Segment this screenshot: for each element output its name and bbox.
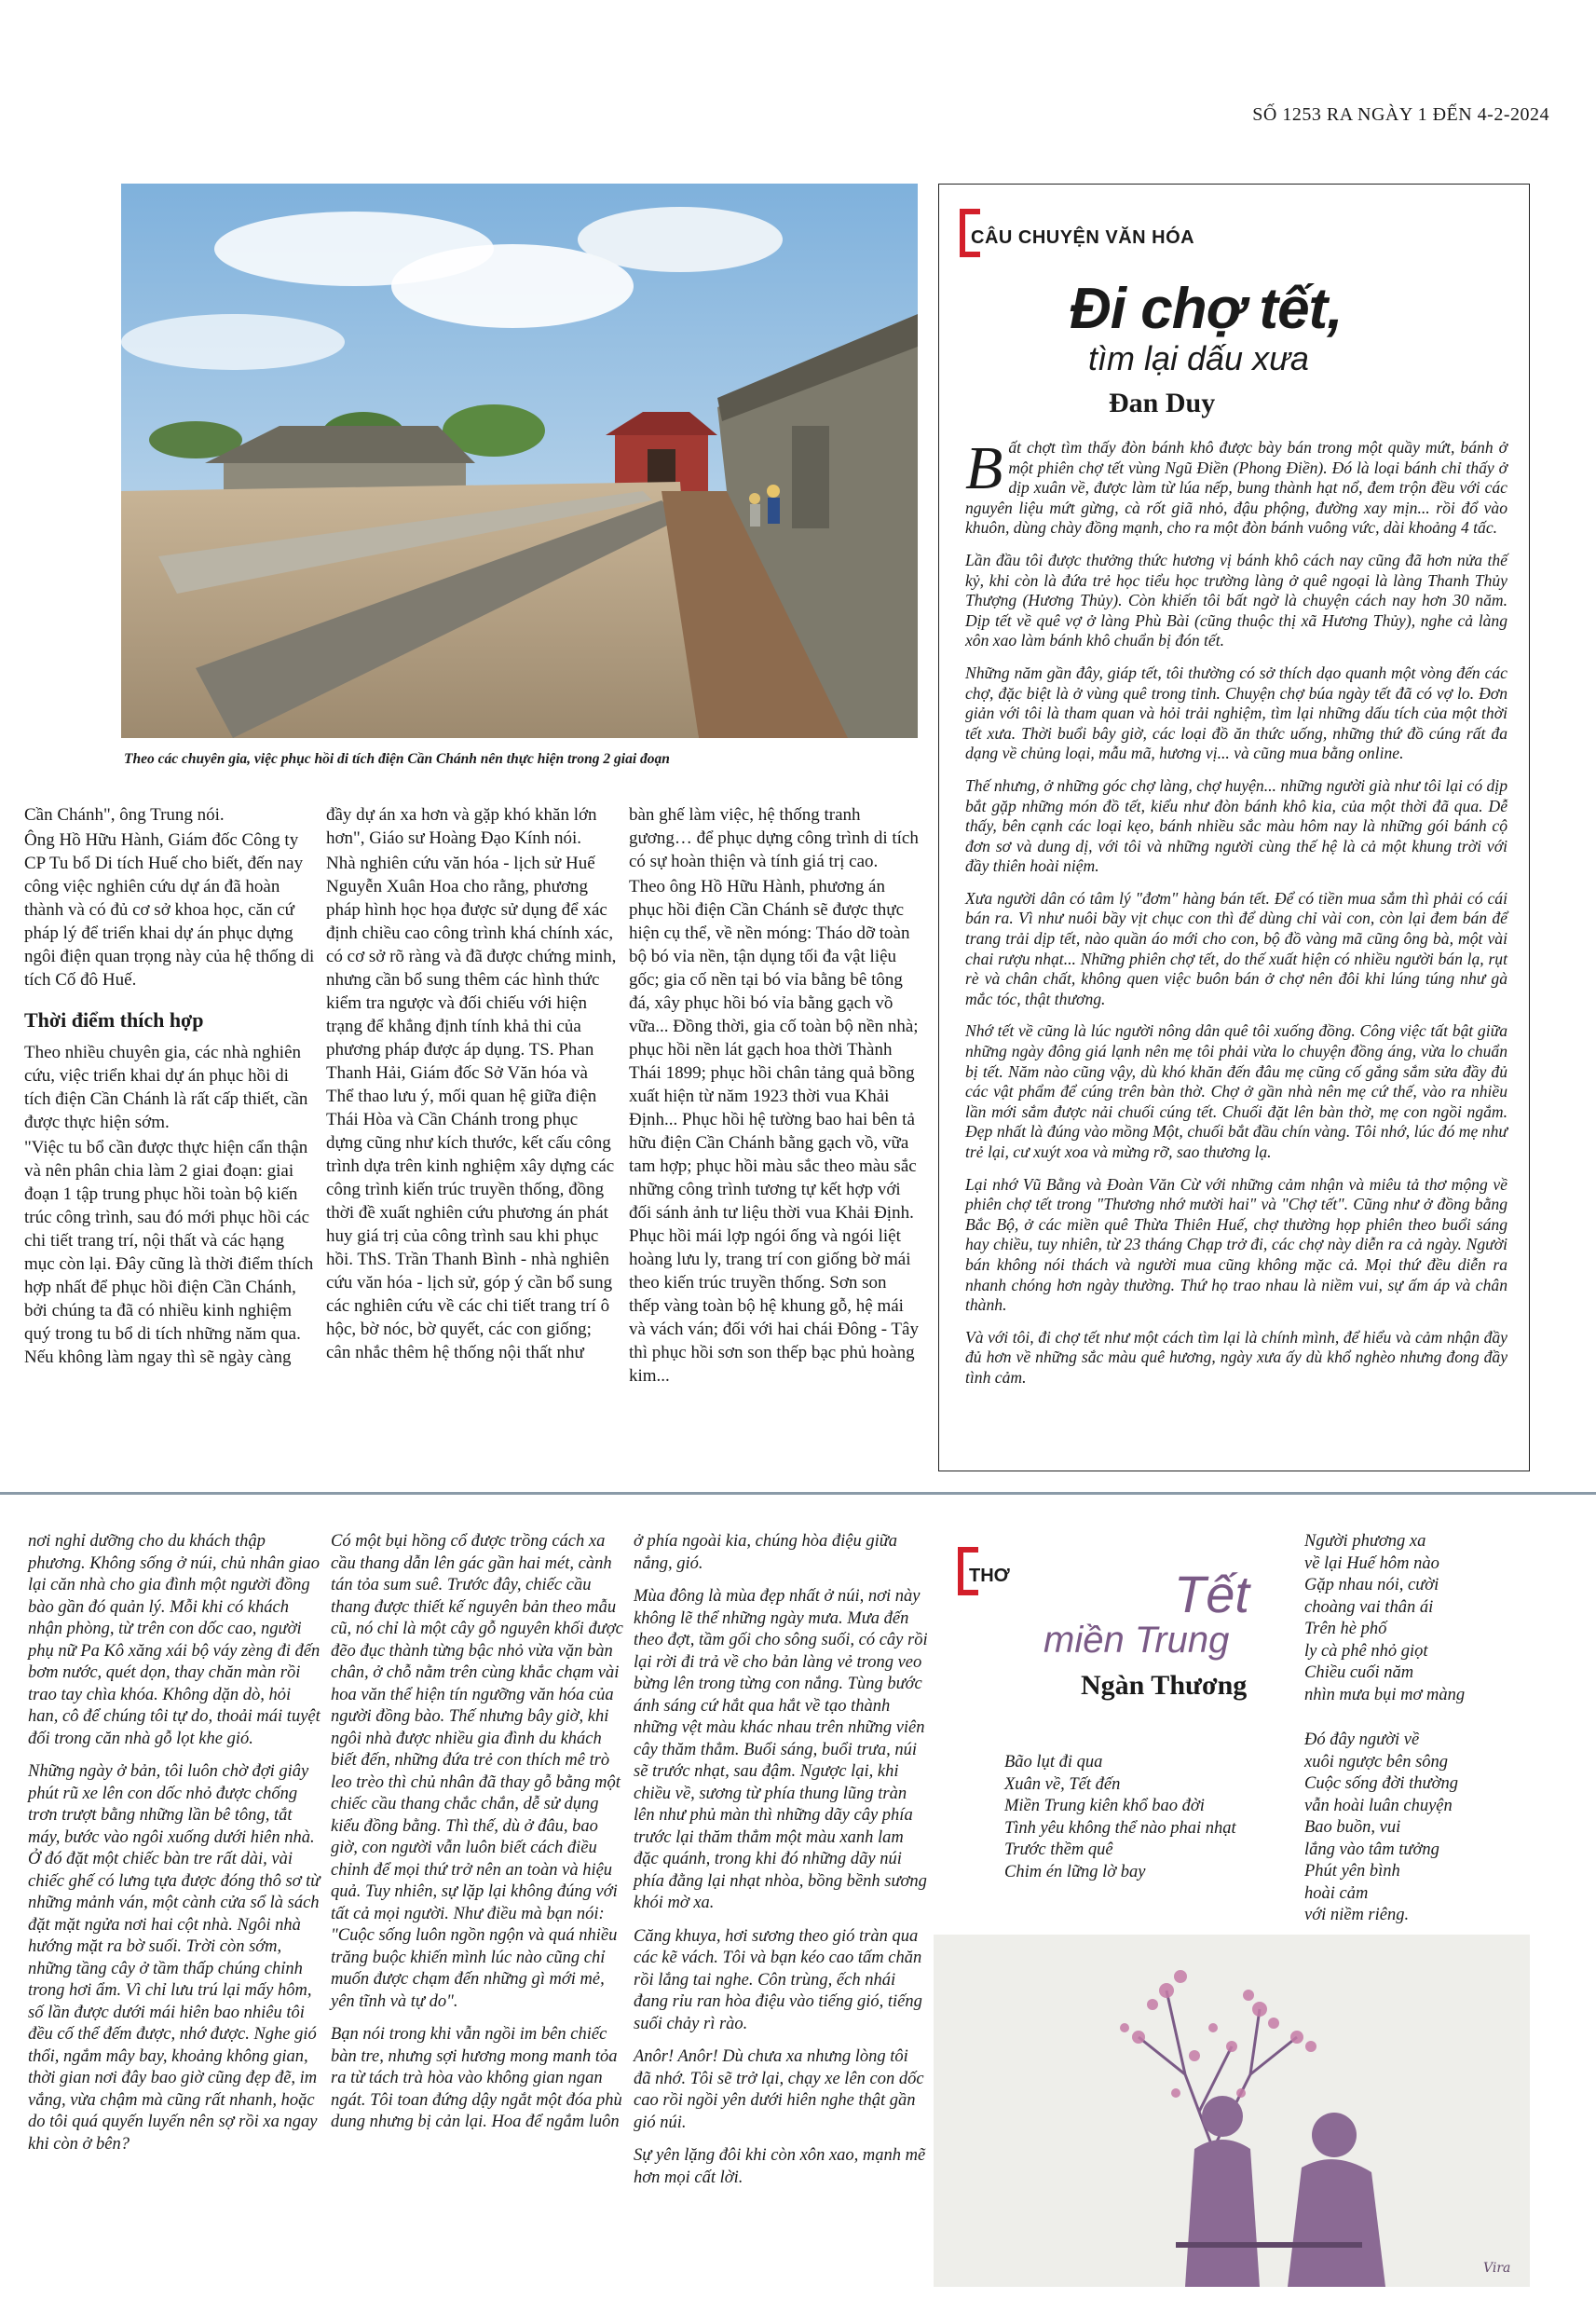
poem-line: Bão lụt đi qua [1004,1753,1103,1772]
poem-line: Cuộc sống đời thường [1304,1774,1458,1793]
story-col-2 [331,1531,625,2145]
poem-author: Ngàn Thương [1081,1670,1248,1701]
story-col-1 [28,1531,324,2167]
poem-line: với niềm riêng. [1304,1906,1410,1924]
poem-line: Tình yêu không thể nào phai nhạt [1004,1818,1236,1838]
poem-line: ly cà phê nhỏ giọt [1304,1641,1428,1661]
paragraph: Có một bụi hồng cổ được trồng cách xa cầu thang dẫn lên gác gần hai mét, cành tán tỏa sum suê. Trước đây, chiếc cầu thang được thiết kế nguyên bản theo mẫu cũ, nó chỉ là một cây gỗ nguyên khối được đẽo đục thành từng bậc nhỏ vừa vặn bàn chân, ở chỗ nằm trên cùng khắc chạm vài hoa văn thể hiện tín ngưỡng văn hóa của người đồng bào. Thế nhưng bây giờ, khi ngôi nhà được nhiều gia đình du khách biết đến, những đứa trẻ con thích mê trò leo trèo thì chủ nhân đã thay gỗ bằng một chiếc cầu thang chắc chắn, dễ sử dụng kiểu đồng bằng. Thì thế, dù ở đâu, bao giờ, con người vẫn luôn biết cách điều chỉnh để mọi thứ trở nên an toàn và hiệu quả. Tuy nhiên, sự lặp lại không đúng với tất cả mọi người. Như điều mà bạn nói: "Cuộc sống luôn ngồn ngộn và quá nhiều trăng buộc khiến mình lúc nào cũng chỉ muốn được chạm đến những gì mới mẻ, yên tĩnh và tự do". [331,1532,623,2011]
poem-line: lắng vào tâm tưởng [1304,1840,1439,1859]
poem-line: xuôi ngược bên sông [1304,1752,1449,1772]
paragraph: Nhớ tết về cũng là lúc người nông dân quê tôi xuống đồng. Công việc tất bật giữa những ngày đông giá lạnh nên mẹ tôi phải vừa lo chuyện đồng áng, vừa lo chuẩn bị tết. Năm nào cũng vậy, dù khó khăn đến đâu mẹ cũng cố gắng sắm sửa đầy đủ các vật phẩm để cúng trên bàn thờ. Chợ ở gần nhà nên mẹ cứ thế, vào ra nhiều lần mới sắm được nải chuối cúng tết. Chuối đặt lên bàn thờ, mẹ con ngồi ngắm. Đẹp nhất là đúng vào mồng Một, chuối bắt đầu chín vàng. Tôi nhớ, lúc đó mẹ như trẻ lại, cư xuýt xoa và mừng rỡ, sao thương lạ. [965,1021,1507,1161]
lead-paragraph: Bất chợt tìm thấy đòn bánh khô được bày bán trong một quầy mứt, bánh ở một phiên chợ tết vùng Ngũ Điền (Phong Điền). Đó là loại bánh chỉ thấy ở dịp xuân về, được làm từ lúa nếp, bung thành hạt nổ, đem trộn đều với các nguyên liệu mứt gừng, cà rốt giã nhỏ, đậu phộng, đường xay mịn... rồi đổ vào khuôn, dùng chày đồng mạnh, cho ra một đòn bánh vuông vức, dài khoảng 4 tấc. [965,434,1507,538]
illustrator-signature: Vira [1483,2261,1511,2276]
paragraph: Thế nhưng, ở những góc chợ làng, chợ huyện... những người già như tôi lại có dịp bắt gặp những món đồ tết, kiểu như đòn bánh khô kia, của một thời đã qua. Dễ thấy, bên cạnh các loại kẹo, bánh nhiều sắc màu hôm nay là những gói bánh cộ đơn sơ và dung dị, với tôi và những người cùng thế hệ là cả một khung trời với đầy thiên hoài niệm. [965,775,1507,876]
paragraph: Theo nhiều chuyên gia, các nhà nghiên cứu, việc triển khai dự án phục hồi di tích điện Cần Chánh là rất cấp thiết, cần được thực hiện sớm. [24,1043,308,1132]
section-divider [0,1492,1596,1495]
paragraph: Những năm gần đây, giáp tết, tôi thường có sở thích dạo quanh một vòng đến các chợ, đặc biệt là ở vùng quê trong tỉnh. Chuyện chợ búa ngày tết đã có vợ lo. Đơn giản với tôi là tham quan và hỏi trải nghiệm, tìm lại những dấu tích của một thời tết xưa. Thời buổi bây giờ, các loại đồ ăn thức uống, những thứ đồ cúng rất đa dạng về chủng loại, mẫu mã, hương vị... và cũng mua bằng online. [965,663,1507,763]
poem-line: Người phương xa [1304,1532,1426,1551]
poem-line: Gặp nhau nói, cười [1304,1576,1439,1594]
article-subtitle: tìm lại dấu xưa [1088,339,1309,377]
poem-stanza-1 [1004,1752,1284,1883]
poem-line: Trước thềm quê [1004,1840,1113,1859]
article-author: Đan Duy [1109,388,1216,418]
drop-cap: B [965,434,1003,502]
article-title: Đi chợ tết, [1070,277,1343,341]
photo-caption: Theo các chuyên gia, việc phục hồi di tích điện Cần Chánh nên thực hiện trong 2 giai đoạn [124,751,670,767]
paragraph: Mùa đông là mùa đẹp nhất ở núi, nơi này không lẽ thể những ngày mưa. Mưa đến theo đợt, tầm gối cho sông suối, có cây rồi lại rời đi trả về cho bản làng vẻ trong veo bừng lên trong từng con nắng. Tùng bước ánh sáng cứ hắt qua hắt về tạo thành những vệt màu khác nhau trên những viên cây thăm thẳm. Buổi sáng, buổi trưa, núi sẽ trước nhạt, sau đậm. Ngược lại, khi chiều về, sương từ phía thung lũng tràn lên như phủ màn thì những dãy cây phía trước lại thăm thẳm một màu xanh lam đặc quánh, trong khi đó những dãy núi phía đằng lại nhạt nhòa, bồng bềnh sương khói mờ xa. [634,1587,928,1912]
poem-illustration [934,1935,1530,2287]
issue-header: SỐ 1253 RA NGÀY 1 ĐẾN 4-2-2024 [1252,104,1549,125]
paragraph: Lần đầu tôi được thưởng thức hương vị bánh khô cách nay cũng đã hơn nửa thế kỷ, khi còn là đứa trẻ học tiểu học trường làng ở quê ngoại là làng Thanh Thủy Thượng (Hương Thủy). Còn khiến tôi bất ngờ là chuyện cách nay hơn 30 năm. Dịp tết về quê vợ ở làng Phù Bài (cũng thuộc thị xã Hương Thủy), nghe cả làng xôn xao làm bánh khô chuẩn bị đón tết. [965,550,1507,650]
poem-title-1: Tết [1174,1565,1249,1623]
poem-line: Chim én lững lờ bay [1004,1862,1146,1881]
poem-line: Xuân về, Tết đến [1004,1774,1121,1794]
paragraph: Anôr! Anôr! Dù chưa xa nhưng lòng tôi đã nhớ. Tôi sẽ trở lại, chạy xe lên con dốc cao rồi ngồi yên dưới hiên nghe thật gần gió núi. [634,2047,924,2132]
blossom-icon [1120,1970,1316,2098]
poem-line: Phút yên bình [1304,1862,1400,1881]
section-heading: Thời điểm thích hợp [24,1008,204,1032]
poem-section-label: THƠ [969,1566,1010,1586]
paragraph: bàn ghế làm việc, hệ thống tranh gương… để phục dựng công trình di tích có sự hoàn thiện và tính giá trị cao. [629,805,919,871]
paragraph: nơi nghỉ dưỡng cho du khách thập phương. Không sống ở núi, chủ nhân giao lại căn nhà cho gia đình một người đồng bào gần đó quản lý. Mỗi khi có khách nhận phòng, từ trên con dốc cao, người phụ nữ Pa Kô xăng xái bộ váy zèng đi đến bơm nước, quét dọn, thay chăn màn rồi trao tay chìa khóa. Không dặn dò, hỏi han, cô để chúng tôi tự do, thoải mái tuyệt đối trong căn nhà gỗ lọt khe gió. [28,1532,321,1748]
poem-title-2: miền Trung [1044,1620,1230,1661]
story-col-3 [634,1531,928,2200]
paragraph: đầy dự án xa hơn và gặp khó khăn lớn hơn", Giáo sư Hoàng Đạo Kính nói. [326,805,597,848]
paragraph: Xưa người dân có tâm lý "đơm" hàng bán tết. Để có tiền mua sắm thì phải có cái bán ra. Vì như nuôi bầy vịt chục con thì để dùng chỉ vài con, còn lại đem bán để trang trải dịp tết, nào quần áo mới cho con, bộ đồ vàng mã cũng ông bà, một vài chai rượu nhạt... Những phiên chợ tết, do thế xuất hiện có nhiều người bán lạ, rụt rè và chân chất, không quen việc buôn bán ở chợ nên đôi khi lúng túng như gà mắc tóc, thật thương. [965,888,1507,1008]
palace-photo [121,184,918,738]
poem-line: choàng vai thân ái [1304,1597,1434,1617]
article-col-2 [326,803,617,1366]
paragraph: Sự yên lặng đôi khi còn xôn xao, mạnh mẽ hơn mọi cất lời. [634,2146,926,2187]
poem-line: về lại Huế hôm nào [1304,1553,1439,1573]
poem-line: hoài cảm [1304,1883,1369,1903]
poem-line: Miền Trung kiên khổ bao đời [1004,1797,1205,1815]
poem-stanza-3 [1304,1730,1519,1927]
paragraph: Căng khuya, hơi sương theo gió tràn qua các kẽ vách. Tôi và bạn kéo cao tấm chăn rồi lắng tai nghe. Côn trùng, ếch nhái đang rỉu ran hòa điệu vào tiếng gió, tiếng suối chảy rì rào. [634,1926,922,2033]
paragraph: Cần Chánh", ông Trung nói. [24,805,225,825]
poem-line: Đó đây người về [1304,1731,1420,1749]
palace-illustration [121,184,918,738]
couple-blossom-illustration [934,1935,1530,2287]
paragraph: Nhà nghiên cứu văn hóa - lịch sử Huế Nguyễn Xuân Hoa cho rằng, phương pháp hình học họa được sử dụng để xác định chiều cao công trình khá chính xác, có cơ sở rõ ràng và đã được chứng minh, nhưng cần bổ sung thêm các hình thức kiểm tra ngược và đối chiếu với hiện trạng để khẳng định tính khả thi của phương pháp được áp dụng. TS. Phan Thanh Hải, Giám đốc Sở Văn hóa và Thể thao lưu ý, mối quan hệ giữa điện Thái Hòa và Cần Chánh trong phục dựng cũng như kích thước, kết cấu công trình dựa trên kinh nghiệm xây dựng các công trình kiến trúc truyền thống, đồng thời đề xuất nghiên cứu phương án phát huy giá trị của công trình sau khi phục hồi. ThS. Trần Thanh Bình - nhà nghiên cứu văn hóa - lịch sử, góp ý cần bổ sung các nghiên cứu về các chi tiết trang trí ô hộc, bờ nóc, bờ quyết, các con giống; cân nhắc thêm hệ thống nội thất như [326,854,617,1362]
paragraph: Và với tôi, đi chợ tết như một cách tìm lại là chính mình, để hiểu và cảm nhận đầy đủ hơn về những sắc màu quê hương, ngày xưa ấy dù khổ nghèo nhưng đong đầy tình cảm. [965,1327,1507,1387]
poem-line: nhìn mưa bụi mơ màng [1304,1685,1466,1704]
paragraph: Lại nhớ Vũ Bằng và Đoàn Văn Cừ với những cảm nhận và miêu tả thơ mộng về phiên chợ tết trong "Thương nhớ mười hai" và "Chợ tết". Cũng như ở đồng bằng Bắc Bộ, ở các miền quê Thừa Thiên Huế, chợ thường họp phiên theo buổi sáng hay chiều, tuy nhiên, từ 23 tháng Chạp trở đi, các chợ này diễn ra cả ngày. Người bán không nói thách và người mua cũng không mặc cả. Mọi thứ đều diễn ra nhanh chóng hơn ngày thường. Thứ họ trao nhau là niềm vui, sự ấm áp và chân thành. [965,1174,1507,1315]
paragraph: Theo ông Hồ Hữu Hành, phương án phục hồi điện Cần Chánh sẽ được thực hiện cụ thể, về nền móng: Tháo dỡ toàn bộ bó vỉa nền, tận dụng tối đa vật liệu gốc; gia cố nền tại bó vỉa bằng bê tông đá, xây phục hồi bó vỉa bằng gạch vồ vữa... Đồng thời, gia cố toàn bộ nền nhà; phục hồi nền lát gạch hoa thời Thành Thái 1899; phục hồi chân tảng quả bồng xuất hiện từ năm 1923 thời vua Khải Định... Phục hồi hệ tường bao hai bên tả hữu điện Cần Chánh bằng gạch vồ, vữa tam hợp; phục hồi màu sắc theo màu sắc những công trình tương tự kết hợp với đối sánh ảnh tư liệu thời vua Khải Định. Phục hồi mái lợp ngói ống và ngói liệt hoàng lưu ly, trang trí con giống bờ mái theo kiến trúc truyền thống. Sơn son thếp vàng toàn bộ hệ khung gỗ, hệ mái và vách ván; đối với hai chái Đông - Tây thì phục hồi sơn son thếp bạc phủ hoàng kim... [629,877,919,1386]
paragraph: Ông Hồ Hữu Hành, Giám đốc Công ty CP Tu bổ Di tích Huế cho biết, đến nay công việc nghiên cứu dự án đã hoàn thành và có đủ cơ sở khoa học, căn cứ pháp lý để triển khai dự án phục dựng ngôi điện quan trọng này của hệ thống di tích Cố đô Huế. [24,830,315,990]
article-col-3 [629,803,920,1389]
poem-line: Chiều cuối năm [1304,1663,1414,1682]
culture-box [938,184,1530,1471]
section-label: CÂU CHUYỆN VĂN HÓA [971,227,1195,248]
paragraph: ở phía ngoài kia, chúng hòa điệu giữa nắng, gió. [634,1532,898,1573]
culture-body [965,434,1507,1401]
poem-line: Trên hè phố [1304,1620,1387,1638]
paragraph: Bạn nói trong khi vẫn ngồi im bên chiếc bàn tre, nhưng sợi hương mong manh tỏa ra từ tách trà hòa vào không gian ngan ngát. Tôi toan đứng dậy ngắt một đóa phù dung nhưng bị cản lại. Hoa để ngắm luôn [331,2025,622,2131]
poem-line: Bao buồn, vui [1304,1818,1401,1837]
couple-figures [1185,2096,1385,2287]
article-col-1 [24,803,315,1371]
poem-stanza-2 [1304,1531,1519,1706]
poem-line: vẫn hoài luân chuyện [1304,1796,1453,1815]
paragraph: "Việc tu bổ cần được thực hiện cẩn thận và nên phân chia làm 2 giai đoạn: giai đoạn 1 tập trung phục hồi toàn bộ kiến trúc công trình, sau đó mới phục hồi các chi tiết trang trí, nội thất và các hạng mục còn lại. Đây cũng là thời điểm thích hợp nhất để phục hồi điện Cần Chánh, bởi chúng ta đã có nhiều kinh nghiệm quý trong tu bổ di tích những năm qua. Nếu không làm ngay thì sẽ ngày càng [24,1138,314,1367]
paragraph: Những ngày ở bản, tôi luôn chờ đợi giây phút rũ xe lên con dốc nhỏ được chống trơn trượt bằng những lần bê tông, tắt máy, bước vào ngôi xuống dưới hiên nhà. Ở đó đặt một chiếc bàn tre rất dài, vài chiếc ghế có lưng tựa được đóng thô sơ từ những mảnh ván, một cành cửa sổ là sách đặt mặt ngửa nơi hai cột nhà. Ngôi nhà hướng mặt ra bờ suối. Trời còn sớm, những tầng cây ở tầm thấp chúng chỉnh trong hơi ẩm. Vì chỉ lưu trú lại mấy hôm, số lần được dưới mái hiên bao nhiêu tôi đều cố thể đếm được, nhớ được. Nghe gió thổi, ngắm mây bay, khoảng không gian, thời gian nơi đây bao giờ cũng đẹp đẽ, im vắng, vừa chậm mà cũng rất nhanh, hoặc do tôi quá quyến luyến nên sợ rồi xa ngay khi còn ở bên? [28,1762,321,2154]
